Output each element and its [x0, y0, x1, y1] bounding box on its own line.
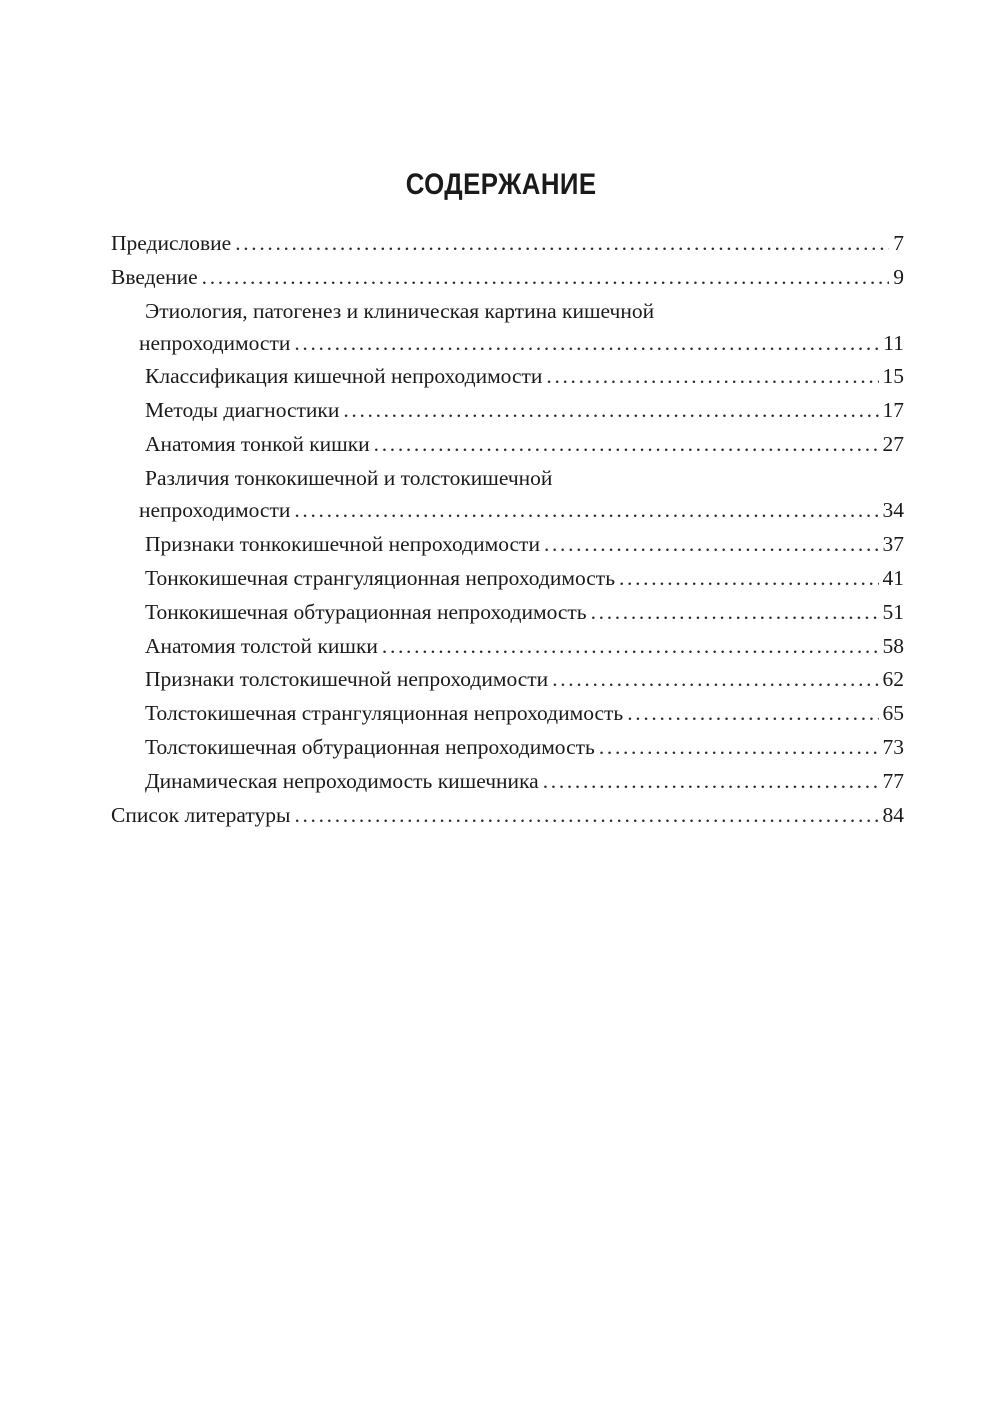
- toc-entry-line: [111, 299, 904, 324]
- toc-entry-line: [111, 432, 904, 457]
- toc-entry-title: Введение: [111, 264, 198, 289]
- dot-leader: [235, 231, 889, 256]
- toc-page-number: 51: [882, 599, 904, 624]
- toc-page-number: 84: [882, 802, 904, 827]
- toc-entry: [111, 735, 904, 760]
- toc-entry-line: [111, 364, 904, 389]
- toc-entry-line: [111, 769, 904, 794]
- toc-page-number: 27: [882, 432, 904, 457]
- toc-entry: [111, 803, 904, 828]
- toc-page-number: 77: [882, 769, 904, 794]
- toc-entry-line: [111, 331, 904, 356]
- toc-entry: [111, 634, 904, 659]
- toc-entry-title: Толстокишечная обтурационная непроходимость: [145, 735, 595, 760]
- toc-entry-line: [111, 398, 904, 423]
- toc-entry: [111, 299, 904, 356]
- dot-leader: [599, 735, 879, 760]
- toc-entry-title: Анатомия тонкой кишки: [145, 432, 370, 457]
- dot-leader: [382, 634, 879, 659]
- toc-entry: [111, 667, 904, 692]
- toc-page-number: 37: [882, 531, 904, 556]
- toc-entry-line: [111, 532, 904, 557]
- dot-leader: [544, 532, 879, 557]
- toc-page-number: 41: [882, 565, 904, 590]
- toc-entry-title: Список литературы: [111, 802, 291, 827]
- toc-entry-title: Различия тонкокишечной и толстокишечной: [145, 466, 553, 491]
- toc-entry: [111, 466, 904, 523]
- toc-entry-line: [111, 231, 904, 256]
- toc-entry-line: [111, 667, 904, 692]
- toc-entry-title: Динамическая непроходимость кишечника: [145, 769, 539, 794]
- dot-leader: [546, 364, 878, 389]
- toc-entry-title: непроходимости: [139, 330, 291, 355]
- toc-entry-title: Тонкокишечная странгуляционная непроходимость: [145, 565, 615, 590]
- toc-page-number: 73: [882, 735, 904, 760]
- toc-entry: [111, 566, 904, 591]
- toc-entry-title: Этиология, патогенез и клиническая картина кишечной: [145, 298, 655, 323]
- dot-leader: [343, 398, 878, 423]
- toc-entry-title: Признаки тонкокишечной непроходимости: [145, 531, 540, 556]
- dot-leader: [294, 331, 879, 356]
- dot-leader: [619, 566, 879, 591]
- dot-leader: [202, 265, 890, 290]
- toc-page-number: 65: [882, 701, 904, 726]
- dot-leader: [374, 432, 879, 457]
- toc-entry: [111, 231, 904, 256]
- toc-entry-line: [111, 735, 904, 760]
- dot-leader: [591, 600, 879, 625]
- toc-entry-title: Тонкокишечная обтурационная непроходимость: [145, 599, 587, 624]
- dot-leader: [627, 701, 878, 726]
- toc-entry: [111, 600, 904, 625]
- table-of-contents: [111, 231, 904, 837]
- toc-page-number: 9: [893, 264, 904, 289]
- toc-entry: [111, 398, 904, 423]
- toc-entry-title: Признаки толстокишечной непроходимости: [145, 667, 549, 692]
- dot-leader: [294, 498, 878, 523]
- toc-entry-line: [111, 803, 904, 828]
- toc-page-number: 11: [883, 330, 904, 355]
- toc-entry-line: [111, 701, 904, 726]
- toc-entry-line: [111, 634, 904, 659]
- toc-entry-title: Анатомия толстой кишки: [145, 633, 378, 658]
- toc-entry: [111, 265, 904, 290]
- toc-entry: [111, 769, 904, 794]
- dot-leader: [543, 769, 879, 794]
- dot-leader: [294, 803, 878, 828]
- toc-entry-title: Толстокишечная странгуляционная непроходимость: [145, 701, 624, 726]
- toc-page-number: 15: [882, 364, 904, 389]
- toc-entry-title: Предисловие: [111, 231, 232, 255]
- page-title: СОДЕРЖАНИЕ: [405, 168, 597, 201]
- toc-entry: [111, 432, 904, 457]
- toc-entry-line: [111, 566, 904, 591]
- toc-page-number: 62: [882, 667, 904, 692]
- toc-entry-title: непроходимости: [139, 497, 291, 522]
- toc-entry-line: [111, 600, 904, 625]
- dot-leader: [552, 667, 878, 692]
- toc-entry-line: [111, 466, 904, 491]
- toc-entry-line: [111, 498, 904, 523]
- toc-entry-line: [111, 265, 904, 290]
- toc-entry: [111, 364, 904, 389]
- toc-page-number: 58: [882, 633, 904, 658]
- toc-page-number: 34: [882, 497, 904, 522]
- toc-entry-title: Классификация кишечной непроходимости: [145, 364, 543, 389]
- toc-entry-title: Методы диагностики: [145, 398, 340, 423]
- toc-page-number: 17: [882, 398, 904, 423]
- toc-page-number: 7: [893, 231, 904, 255]
- toc-entry: [111, 701, 904, 726]
- toc-entry: [111, 532, 904, 557]
